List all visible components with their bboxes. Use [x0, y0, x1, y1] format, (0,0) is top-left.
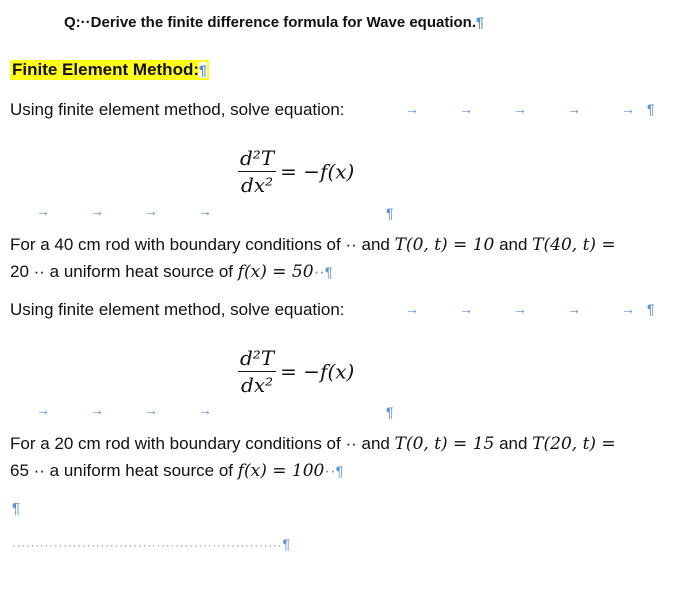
section-heading	[10, 60, 209, 80]
pilcrow-mark: ¶	[647, 301, 655, 317]
pilcrow-mark: ¶	[12, 500, 21, 517]
pilcrow-mark: ¶	[282, 536, 291, 552]
pilcrow-mark: ¶	[386, 205, 394, 221]
tab-arrow: →	[513, 101, 527, 117]
problem-1-line-1	[10, 235, 616, 255]
heat-source	[238, 461, 325, 481]
bc-value: T(40, t) =	[532, 235, 616, 255]
tab-arrow: →	[36, 203, 50, 219]
space-dots: ··	[313, 262, 325, 281]
source-value: f(x) = 100	[237, 461, 325, 481]
intro-text: Using finite element method, solve equation:	[10, 100, 345, 119]
and-text: and	[494, 434, 533, 453]
equation-fraction	[238, 146, 276, 197]
tab-arrow: →	[459, 101, 473, 117]
bc-value: T(0, t) = 10	[394, 235, 495, 255]
boundary-condition-1	[395, 235, 495, 255]
pilcrow-mark: ¶	[476, 14, 484, 30]
tab-arrow: →	[144, 203, 158, 219]
and-text: and	[494, 235, 533, 254]
tab-arrow: →	[513, 301, 527, 317]
tab-arrow: →	[621, 301, 635, 317]
boundary-condition-2	[532, 434, 616, 454]
equation-fraction	[238, 346, 276, 397]
equation-1	[238, 146, 354, 197]
tab-arrow: →	[567, 101, 581, 117]
equation-denominator: dx²	[241, 373, 274, 397]
problem-text: 65 ·· a uniform heat source of	[10, 461, 238, 480]
pilcrow-mark: ¶	[386, 404, 394, 420]
equation-numerator: d²T	[240, 146, 275, 170]
problem-text: 20 ·· a uniform heat source of	[10, 262, 238, 281]
question-heading	[64, 14, 484, 31]
question-text: Q:··Derive the finite difference formula for Wave equation.	[64, 14, 477, 31]
tab-arrow: →	[198, 203, 212, 219]
equation-numerator: d²T	[240, 346, 275, 370]
equation-rhs: = −f(x)	[280, 359, 355, 384]
pilcrow-mark: ¶	[335, 463, 344, 479]
tab-arrow: →	[90, 402, 104, 418]
pilcrow-mark: ¶	[324, 264, 333, 280]
problem-1-intro	[10, 100, 345, 120]
space-dots: ··	[324, 461, 336, 480]
tab-arrow-row	[36, 402, 252, 418]
equation-2	[238, 346, 354, 397]
tab-arrow: →	[90, 203, 104, 219]
tab-arrow-row	[405, 301, 655, 317]
problem-text: For a 20 cm rod with boundary conditions of ·· and	[10, 434, 395, 453]
tab-arrow: →	[567, 301, 581, 317]
problem-2-line-2	[10, 461, 343, 481]
tab-arrow-row	[36, 203, 252, 219]
problem-2-intro	[10, 300, 345, 320]
boundary-condition-2	[532, 235, 616, 255]
pilcrow-mark: ¶	[199, 62, 207, 78]
dotted-leader-line	[12, 536, 291, 552]
boundary-condition-1	[395, 434, 495, 454]
source-value: f(x) = 50	[237, 262, 314, 282]
problem-2-line-1	[10, 434, 616, 454]
tab-arrow: →	[621, 101, 635, 117]
equation-denominator: dx²	[241, 173, 274, 197]
tab-arrow: →	[36, 402, 50, 418]
intro-text: Using finite element method, solve equation:	[10, 300, 345, 319]
dotted-line: ··························································	[12, 540, 283, 552]
equation-rhs: = −f(x)	[280, 159, 355, 184]
bc-value: T(0, t) = 15	[394, 434, 495, 454]
tab-arrow-row	[405, 101, 655, 117]
tab-arrow: →	[198, 402, 212, 418]
tab-arrow: →	[144, 402, 158, 418]
tab-arrow: →	[459, 301, 473, 317]
section-heading-text: Finite Element Method:	[12, 60, 199, 79]
tab-arrow: →	[405, 101, 419, 117]
problem-text: For a 40 cm rod with boundary conditions of ·· and	[10, 235, 395, 254]
heat-source	[238, 262, 314, 282]
bc-value: T(20, t) =	[532, 434, 616, 454]
problem-1-line-2	[10, 262, 332, 282]
pilcrow-mark: ¶	[647, 101, 655, 117]
tab-arrow: →	[405, 301, 419, 317]
